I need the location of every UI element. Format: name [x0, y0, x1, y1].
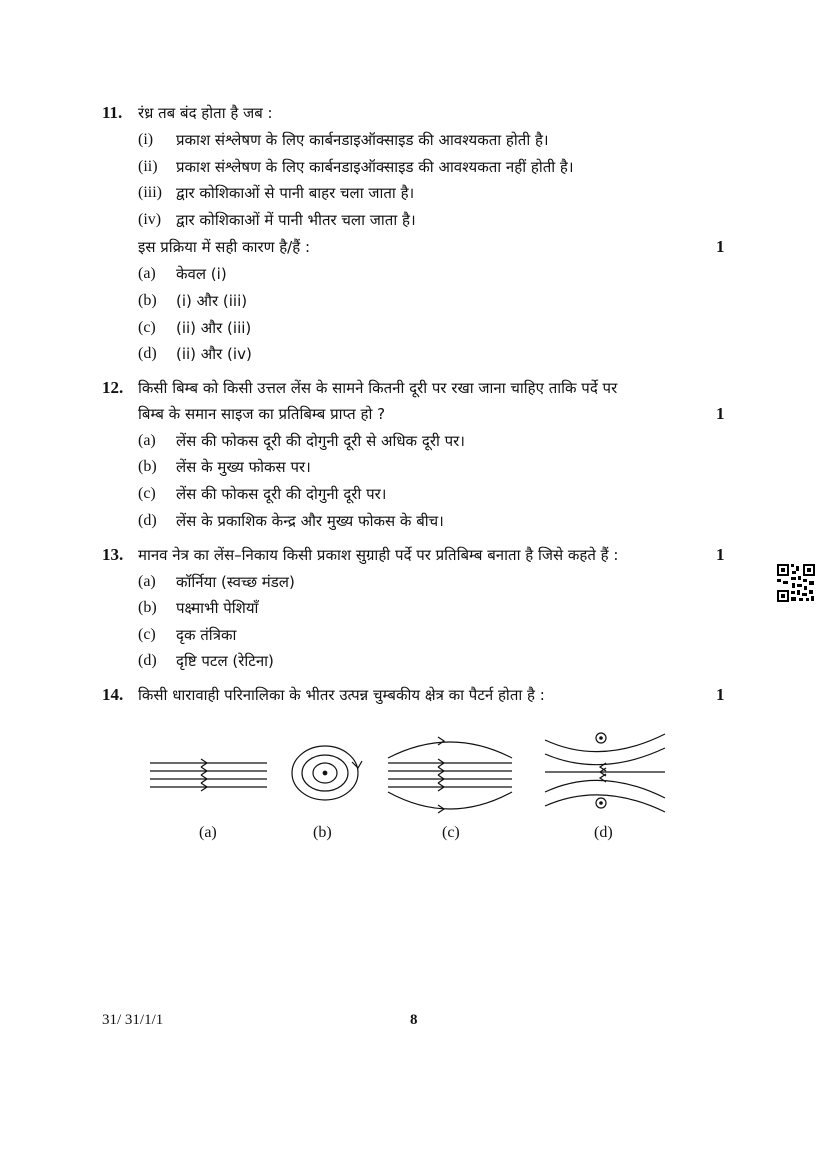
- question-number: 11.: [102, 103, 123, 122]
- option-text: लेंस के प्रकाशिक केन्द्र और मुख्य फोकस के बीच।: [176, 512, 444, 530]
- option-label: (d): [138, 652, 157, 669]
- option-label: (d): [138, 345, 157, 362]
- qr-code-icon: [776, 563, 816, 603]
- question-stem: किसी धारावाही परिनालिका के भीतर उत्पन्न चुम्बकीय क्षेत्र का पैटर्न होता है :: [138, 686, 545, 704]
- option-text: केवल (i): [176, 265, 227, 283]
- marks: 1: [716, 685, 725, 704]
- option-label: (d): [138, 512, 157, 529]
- statement-label: (i): [138, 131, 154, 148]
- question-stem-line2: बिम्ब के समान साइज का प्रतिबिम्ब प्राप्त हो ?: [138, 405, 386, 423]
- statement-item: [138, 157, 574, 176]
- option-item: [138, 572, 295, 591]
- option-text: (ii) और (iv): [176, 345, 252, 363]
- option-text: दृष्टि पटल (रेटिना): [176, 652, 274, 670]
- option-text: पक्ष्माभी पेशियाँ: [176, 599, 259, 617]
- question-prompt: इस प्रक्रिया में सही कारण है/हैं :: [138, 238, 311, 256]
- question-stem-line1: किसी बिम्ब को किसी उत्तल लेंस के सामने कितनी दूरी पर रखा जाना चाहिए ताकि पर्दे पर: [138, 379, 618, 397]
- question-number: 14.: [102, 685, 124, 704]
- option-text: (ii) और (iii): [176, 319, 252, 337]
- question-number: 12.: [102, 378, 124, 397]
- diagram-label-d: (d): [594, 824, 613, 841]
- option-text: लेंस की फोकस दूरी की दोगुनी दूरी से अधिक दूरी पर।: [176, 432, 465, 450]
- diagram-b: [292, 746, 362, 800]
- option-label: (c): [138, 485, 156, 502]
- statement-text: प्रकाश संश्लेषण के लिए कार्बनडाइऑक्साइड की आवश्यकता होती है।: [176, 131, 549, 149]
- option-label: (c): [138, 626, 156, 643]
- option-item: [138, 264, 227, 283]
- option-item: [138, 625, 237, 644]
- option-item: [138, 598, 259, 617]
- option-label: (c): [138, 319, 156, 336]
- statement-item: [138, 183, 415, 202]
- option-item: [138, 318, 252, 337]
- question-number: 13.: [102, 545, 124, 564]
- option-item: [138, 651, 274, 670]
- option-item: [138, 457, 311, 476]
- option-item: [138, 291, 248, 310]
- option-label: (a): [138, 573, 156, 590]
- paper-code: 31/ 31/1/1: [102, 1012, 164, 1028]
- statement-text: द्वार कोशिकाओं में पानी भीतर चला जाता है।: [176, 211, 416, 229]
- marks: 1: [716, 237, 725, 256]
- option-item: [138, 511, 444, 530]
- option-text: (i) और (iii): [176, 292, 248, 310]
- diagram-d: [545, 733, 665, 812]
- statement-label: (ii): [138, 158, 158, 175]
- diagram-c: [388, 737, 512, 813]
- statement-item: [138, 130, 549, 149]
- statement-text: द्वार कोशिकाओं से पानी बाहर चला जाता है।: [176, 184, 415, 202]
- option-label: (a): [138, 432, 156, 449]
- page-number: 8: [410, 1012, 418, 1028]
- option-label: (a): [138, 265, 156, 282]
- option-text: दृक तंत्रिका: [176, 626, 237, 644]
- option-label: (b): [138, 292, 157, 309]
- marks: 1: [716, 404, 725, 423]
- statement-item: [138, 210, 416, 229]
- option-item: [138, 431, 465, 450]
- question-stem: मानव नेत्र का लेंस–निकाय किसी प्रकाश सुग्राही पर्दे पर प्रतिबिम्ब बनाता है जिसे कहते हैं :: [138, 546, 619, 564]
- statement-label: (iii): [138, 184, 162, 201]
- statement-label: (iv): [138, 211, 162, 228]
- option-label: (b): [138, 458, 157, 475]
- option-item: [138, 344, 252, 363]
- question-stem: रंध्र तब बंद होता है जब :: [138, 104, 273, 122]
- statement-text: प्रकाश संश्लेषण के लिए कार्बनडाइऑक्साइड की आवश्यकता नहीं होती है।: [176, 158, 574, 176]
- diagram-label-c: (c): [442, 824, 460, 841]
- option-text: लेंस की फोकस दूरी की दोगुनी दूरी पर।: [176, 485, 387, 503]
- diagram-a: [150, 759, 267, 791]
- marks: 1: [716, 545, 725, 564]
- option-text: लेंस के मुख्य फोकस पर।: [176, 458, 311, 476]
- option-item: [138, 484, 387, 503]
- option-label: (b): [138, 599, 157, 616]
- diagram-label-b: (b): [313, 824, 332, 841]
- diagram-label-a: (a): [199, 824, 217, 841]
- option-text: कॉर्निया (स्वच्छ मंडल): [176, 573, 295, 591]
